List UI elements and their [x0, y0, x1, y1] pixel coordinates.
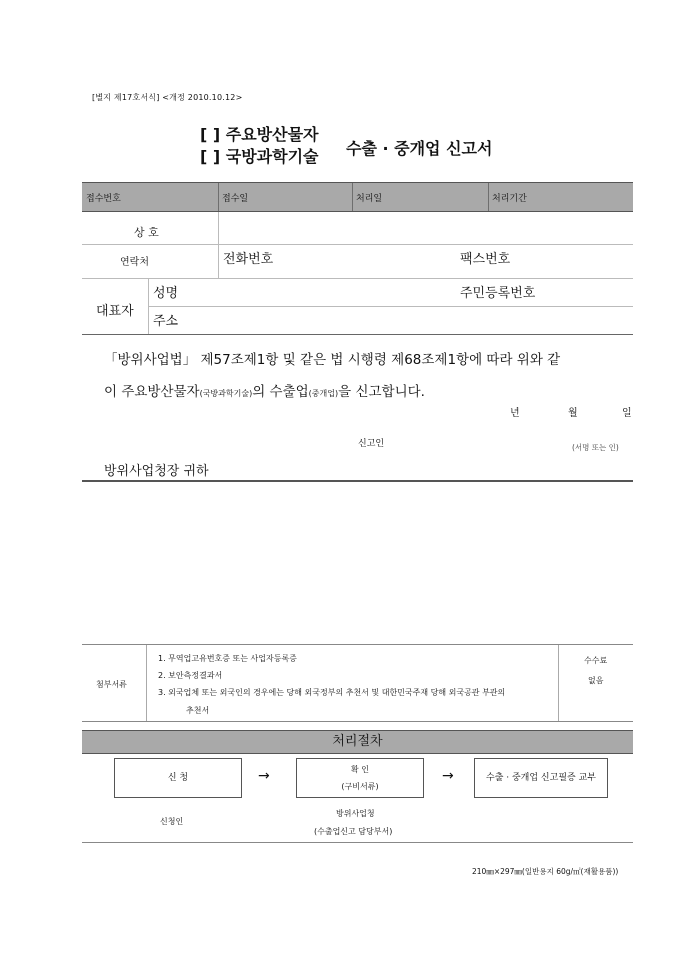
step-verify-sub: (구비서류) — [341, 782, 379, 791]
arrow-right-icon: → — [442, 768, 454, 784]
actor-agency-dept: (수출업신고 담당부서) — [314, 827, 393, 836]
divider — [82, 842, 633, 843]
divider — [218, 212, 219, 244]
name-field[interactable]: 성명 — [153, 286, 179, 301]
attachment-item-1: 1. 무역업고유번호증 또는 사업자등록증 — [158, 654, 297, 663]
process-period-label: 처리기간 — [492, 194, 527, 204]
addressee: 방위사업청장 귀하 — [104, 464, 209, 479]
declaration-text — [104, 344, 634, 410]
procedure-title: 처리절차 — [82, 730, 633, 754]
signature-field[interactable]: (서명 또는 인) — [572, 443, 619, 452]
fee-value: 없음 — [588, 676, 604, 685]
representative-label: 대표자 — [96, 304, 134, 319]
attachment-item-3-cont: 추천서 — [186, 706, 210, 715]
arrow-right-icon: → — [258, 768, 270, 784]
ssn-field[interactable]: 주민등록번호 — [460, 286, 536, 301]
step-apply: 신 청 — [114, 758, 242, 798]
receipt-date-label: 접수일 — [222, 194, 249, 204]
actor-agency: 방위사업청 — [336, 809, 375, 818]
paper-spec: 210㎜×297㎜(일반용지 60g/㎡(재활용품)) — [472, 867, 619, 876]
form-title: 수출 · 중개업 신고서 — [346, 139, 493, 158]
divider — [82, 278, 633, 279]
divider — [558, 645, 559, 721]
option-defense-tech[interactable]: [ ] 국방과학기술 — [200, 147, 319, 166]
receipt-no-label: 접수번호 — [86, 194, 121, 204]
attachment-item-3: 3. 외국업체 또는 외국인의 경우에는 당해 외국정부의 추천서 및 대한민국주재 당해 외국공관 부관의 — [158, 688, 506, 697]
address-field[interactable]: 주소 — [153, 314, 179, 329]
attachments-table — [82, 644, 633, 722]
fax-field[interactable]: 팩스번호 — [460, 252, 511, 267]
declaration-line-1: 「방위사업법」 제57조제1항 및 같은 법 시행령 제68조제1항에 따라 위와 같 — [104, 352, 561, 368]
form-number: [별지 제17호서식] <개정 2010.10.12> — [92, 93, 243, 102]
divider — [146, 645, 147, 721]
actor-applicant: 신청인 — [160, 817, 184, 826]
divider — [82, 244, 633, 245]
attachment-item-2: 2. 보안측정결과서 — [158, 671, 223, 680]
step-verify-label: 확 인 — [351, 765, 369, 774]
declaration-line-2: 이 주요방산물자(국방과학기술)의 수출업(중개업)을 신고합니다. — [104, 384, 425, 400]
divider — [82, 480, 633, 482]
contact-label: 연락처 — [120, 257, 149, 268]
title-options — [200, 124, 319, 168]
phone-field[interactable]: 전화번호 — [223, 252, 274, 267]
year-label: 년 — [510, 408, 520, 419]
divider — [352, 183, 353, 211]
divider — [82, 334, 633, 335]
receipt-bar — [82, 182, 633, 212]
day-label: 일 — [622, 408, 632, 419]
company-label: 상 호 — [134, 226, 159, 239]
attachments-label: 첨부서류 — [96, 680, 127, 689]
fee-label: 수수료 — [584, 656, 608, 665]
divider — [148, 306, 633, 307]
step-issue: 수출 · 중개업 신고필증 교부 — [474, 758, 608, 798]
option-defense-goods[interactable]: [ ] 주요방산물자 — [200, 125, 319, 144]
month-label: 월 — [568, 408, 578, 419]
step-verify — [296, 758, 424, 798]
reporter-label: 신고인 — [358, 439, 385, 449]
divider — [218, 183, 219, 211]
divider — [218, 244, 219, 278]
process-date-label: 처리일 — [356, 194, 383, 204]
divider — [488, 183, 489, 211]
